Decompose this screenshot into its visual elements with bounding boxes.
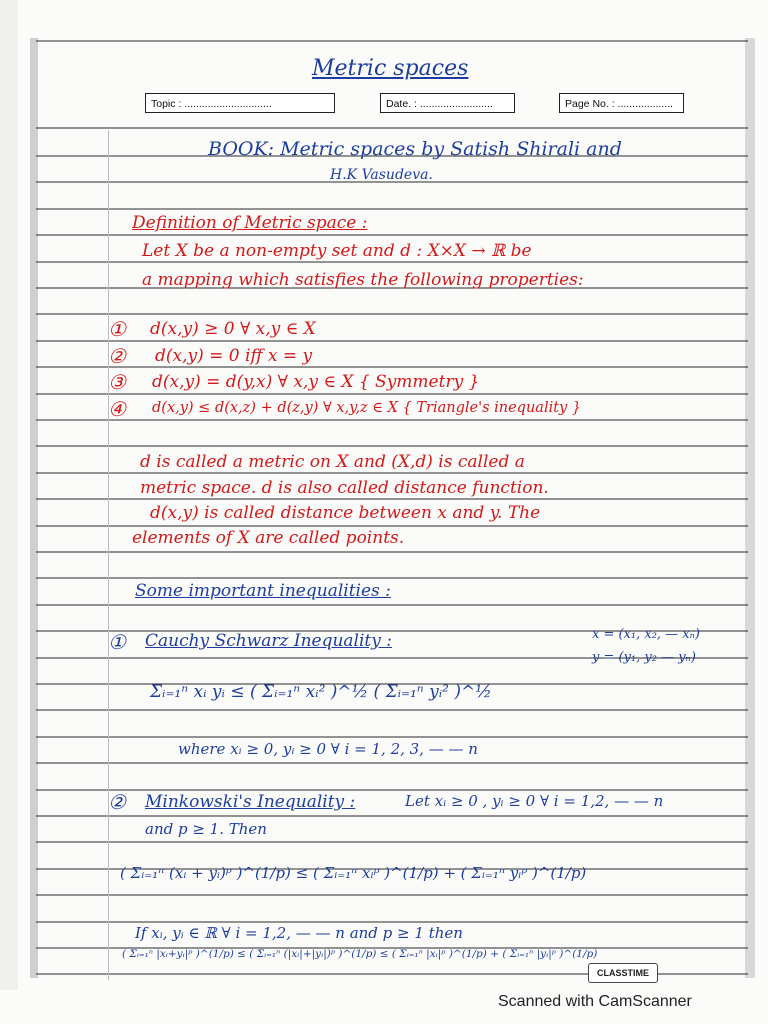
property-number-1: ① [108,317,126,341]
topic-field: Topic : .............................. [145,93,335,113]
definition-line-2: a mapping which satisfies the following properties: [142,270,584,290]
cauchy-x-definition: x = (x₁, x₂, — xₙ) [592,627,700,642]
minkowski-formula-2: ( Σᵢ₌₁ⁿ |xᵢ+yᵢ|ᵖ )^(1/p) ≤ ( Σᵢ₌₁ⁿ (|xᵢ|+|yᵢ|)ᵖ )^(1/p) ≤ ( Σᵢ₌₁ⁿ |xᵢ|ᵖ )^(1/p) + ( Σᵢ₌₁ⁿ |yᵢ|ᵖ )^(1/p) [122,948,598,960]
minkowski-if-line: If xᵢ, yᵢ ∈ ℝ ∀ i = 1,2, — — n and p ≥ 1 then [135,924,463,942]
minkowski-number: ② [108,790,126,814]
metric-paragraph-line-3: d(x,y) is called distance between x and y. The [150,503,541,523]
minkowski-condition-2: and p ≥ 1. Then [145,820,267,838]
metric-paragraph-line-2: metric space. d is also called distance function. [140,478,549,498]
property-number-3: ③ [108,370,126,394]
cauchy-formula: Σᵢ₌₁ⁿ xᵢ yᵢ ≤ ( Σᵢ₌₁ⁿ xᵢ² )^½ ( Σᵢ₌₁ⁿ yᵢ² )^½ [150,682,492,702]
date-field: Date. : ......................... [380,93,515,113]
metric-paragraph-line-1: d is called a metric on X and (X,d) is called a [140,452,525,472]
property-number-2: ② [108,344,126,368]
definition-heading: Definition of Metric space : [132,213,368,233]
property-3: d(x,y) = d(y,x) ∀ x,y ∈ X { Symmetry } [152,372,480,392]
page-title: Metric spaces [312,56,469,81]
book-line-1: BOOK: Metric spaces by Satish Shirali and [208,138,622,160]
metric-paragraph-line-4: elements of X are called points. [132,528,405,548]
margin-line [108,130,109,980]
page-binding-edge [0,0,18,990]
property-2: d(x,y) = 0 iff x = y [155,346,313,366]
page-no-field: Page No. : ................... [559,93,684,113]
property-1: d(x,y) ≥ 0 ∀ x,y ∈ X [150,319,316,339]
scanner-footer: Scanned with CamScanner [498,993,692,1010]
cauchy-number: ① [108,630,126,654]
cauchy-title: Cauchy Schwarz Inequality : [145,631,392,651]
definition-line-1: Let X be a non-empty set and d : X×X → ℝ be [142,241,532,261]
minkowski-title: Minkowski's Inequality : [145,792,356,812]
minkowski-condition-1: Let xᵢ ≥ 0 , yᵢ ≥ 0 ∀ i = 1,2, — — n [405,792,664,810]
cauchy-where: where xᵢ ≥ 0, yᵢ ≥ 0 ∀ i = 1, 2, 3, — — n [178,740,478,758]
property-4: d(x,y) ≤ d(x,z) + d(z,y) ∀ x,y,z ∈ X { Triangle's inequality } [152,400,582,416]
property-number-4: ④ [108,397,126,421]
classtime-logo: CLASSTIME [588,963,658,983]
cauchy-y-definition: y = (y₁, y₂ — yₙ) [592,650,696,665]
minkowski-formula: ( Σᵢ₌₁ⁿ (xᵢ + yᵢ)ᵖ )^(1/p) ≤ ( Σᵢ₌₁ⁿ xᵢᵖ )^(1/p) + ( Σᵢ₌₁ⁿ yᵢᵖ )^(1/p) [120,864,587,882]
inequalities-heading: Some important inequalities : [135,581,391,601]
book-line-2: H.K Vasudeva. [330,167,433,183]
